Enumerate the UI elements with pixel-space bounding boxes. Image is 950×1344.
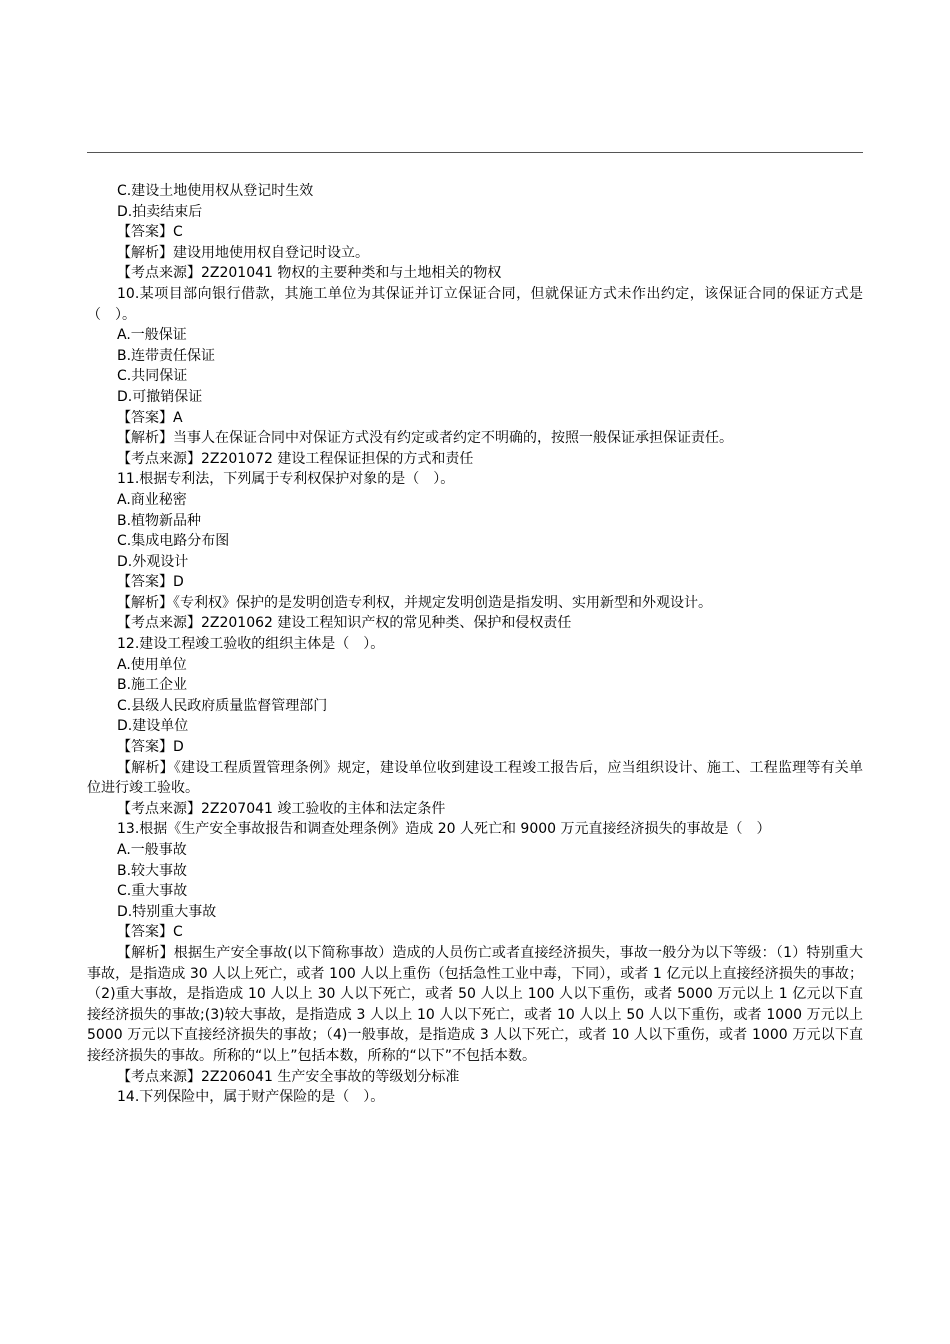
- document-body: [87, 181, 863, 1108]
- source: 【考点来源】2Z201072 建设工程保证担保的方式和责任: [117, 450, 474, 467]
- question-10: 10.某项目部向银行借款，其施工单位为其保证并订立保证合同，但就保证方式未作出约定，该保证合同的保证方式是（ ）。: [87, 285, 863, 323]
- option-a: A.使用单位: [117, 656, 187, 673]
- answer: 【答案】D: [117, 574, 184, 591]
- question-13: 13.根据《生产安全事故报告和调查处理条例》造成 20 人死亡和 9000 万元直接经济损失的事故是（ ）: [117, 821, 771, 838]
- option-a: A.一般事故: [117, 842, 187, 858]
- option-c: C.重大事故: [117, 883, 188, 900]
- source: 【考点来源】2Z201041 物权的主要种类和与土地相关的物权: [117, 265, 502, 282]
- option-c: C.共同保证: [117, 368, 188, 385]
- option-c: C.集成电路分布图: [117, 533, 230, 550]
- question-11: 11.根据专利法，下列属于专利权保护对象的是（ ）。: [117, 471, 455, 488]
- option-c: C.县级人民政府质量监督管理部门: [117, 697, 328, 714]
- option-d: D.可撤销保证: [117, 388, 203, 405]
- analysis: 【解析】《建设工程质置管理条例》规定，建设单位收到建设工程竣工报告后，应当组织设计、施工、工程监理等有关单位进行竣工验收。: [87, 759, 863, 797]
- option-d: D.特别重大事故: [117, 903, 217, 920]
- analysis: 【解析】《专利权》保护的是发明创造专利权，并规定发明创造是指发明、实用新型和外观设计。: [117, 594, 712, 611]
- analysis: 【解析】根据生产安全事故(以下简称事故）造成的人员伤亡或者直接经济损失，事故一般分为以下等级：（1）特别重大事故，是指造成 30 人以上死亡，或者 100 人以上重伤（包括急性工业中毒，下同），或者 1 亿元以上直接经济损失的事故；（2)重大事故，是指造成 10 人以上 30 人以下死亡，或者 50 人以上 100 人以下重伤，或者 5000 万元以上 1 亿元以下直接经济损失的事故;(3)较大事故，是指造成 3 人以上 10 人以下死亡，或者 10 人以上 50 人以下重伤，或者 1000 万元以上 5000 万元以下直接经济损失的事故；（4)一般事故，是指造成 3 人以下死亡，或者 10 人以下重伤，或者 1000 万元以下直接经济损失的事故。所称的“以上”包括本数，所称的“以下”不包括本数。: [87, 944, 863, 1064]
- question-12: 12.建设工程竣工验收的组织主体是（ ）。: [117, 636, 385, 653]
- header-rule: [87, 152, 863, 153]
- option-d: D.拍卖结束后: [117, 203, 203, 220]
- answer: 【答案】A: [117, 409, 183, 426]
- option-c: C.建设土地使用权从登记时生效: [117, 183, 314, 199]
- option-b: B.植物新品种: [117, 512, 202, 529]
- source: 【考点来源】2Z206041 生产安全事故的等级划分标准: [117, 1068, 460, 1085]
- option-a: A.商业秘密: [117, 491, 187, 508]
- option-b: B.较大事故: [117, 862, 188, 879]
- option-b: B.连带责任保证: [117, 347, 216, 364]
- option-a: A.一般保证: [117, 327, 187, 344]
- question-14: 14.下列保险中，属于财产保险的是（ ）。: [117, 1089, 385, 1106]
- answer: 【答案】D: [117, 739, 184, 756]
- source: 【考点来源】2Z201062 建设工程知识产权的常见种类、保护和侵权责任: [117, 615, 572, 632]
- option-b: B.施工企业: [117, 677, 188, 694]
- source: 【考点来源】2Z207041 竣工验收的主体和法定条件: [117, 800, 446, 817]
- option-d: D.外观设计: [117, 553, 189, 570]
- analysis: 【解析】建设用地使用权自登记时设立。: [117, 244, 369, 261]
- analysis: 【解析】当事人在保证合同中对保证方式没有约定或者约定不明确的，按照一般保证承担保证责任。: [117, 430, 733, 447]
- answer: 【答案】C: [117, 924, 183, 941]
- answer: 【答案】C: [117, 224, 183, 241]
- option-d: D.建设单位: [117, 718, 189, 735]
